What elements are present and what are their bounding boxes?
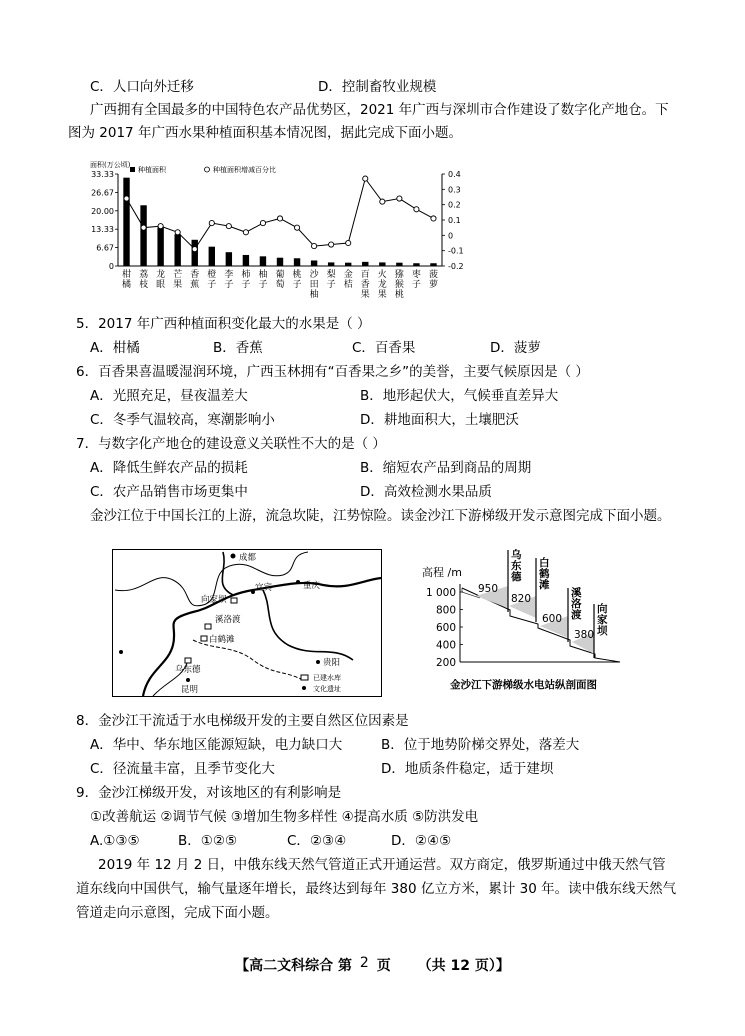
bar bbox=[123, 178, 129, 266]
q5-option-a: A．柑橘 bbox=[90, 340, 140, 356]
footer-page: 2 bbox=[359, 955, 369, 971]
dam-wudongde-marker bbox=[185, 658, 191, 663]
q9-stem: 9．金沙江梯级开发，对该地区的有利影响是 bbox=[76, 785, 342, 801]
bar bbox=[209, 247, 215, 266]
bar bbox=[396, 263, 402, 266]
legend-bar-swatch bbox=[130, 167, 135, 172]
dam-xiluodu-marker bbox=[205, 624, 211, 629]
dam-baihetan: 白鹤滩 bbox=[209, 635, 235, 645]
y-tick-label: 0 bbox=[108, 262, 114, 271]
station-name: 溪洛渡 bbox=[571, 587, 582, 621]
q6-option-a: A．光照充足，昼夜温差大 bbox=[90, 388, 248, 404]
dam-xiangjiaba: 向家坝 bbox=[201, 595, 227, 605]
x-tick-label: 龙眼 bbox=[156, 270, 166, 290]
city-yibin: 宜宾 bbox=[255, 583, 273, 593]
line-point bbox=[380, 199, 385, 204]
q9-option-a: A.①③⑤ bbox=[90, 833, 140, 849]
station-name: 乌东德 bbox=[511, 549, 522, 583]
line-point bbox=[277, 216, 282, 221]
q6-option-c: C．冬季气温较高，寒潮影响小 bbox=[90, 412, 275, 428]
q5-option-d: D．菠萝 bbox=[490, 340, 541, 356]
intro2: 金沙江位于中国长江的上游，流急坎陡，江势惊险。读金沙江下游梯级开发示意图完成下面小题。 bbox=[90, 508, 671, 524]
city-chengdu: 成都 bbox=[239, 553, 257, 563]
line-point bbox=[312, 243, 317, 248]
q9-option-d: D．②④⑤ bbox=[391, 833, 452, 849]
profile-caption: 金沙江下游梯级水电站纵剖面图 bbox=[450, 679, 597, 691]
station-elevation: 950 bbox=[478, 583, 499, 595]
line-point bbox=[158, 224, 163, 229]
intro1-line2: 图为 2017 年广西水果种植面积基本情况图，据此完成下面小题。 bbox=[68, 125, 462, 141]
province-border-2 bbox=[193, 640, 303, 680]
q9-items: ①改善航运 ②调节气候 ③增加生物多样性 ④提高水质 ⑤防洪发电 bbox=[90, 809, 479, 825]
y2-tick-label: 0.2 bbox=[448, 200, 461, 210]
intro3-line2: 道东线向中国供气，输气量逐年增长，最终达到每年 380 亿立方米，累计 30 年。读中俄东线天然气 bbox=[76, 881, 677, 897]
profile-y-tick-label: 600 bbox=[435, 622, 456, 634]
legend-line-label: 种植面积增减百分比 bbox=[213, 166, 276, 174]
city-chongqing: 重庆 bbox=[303, 581, 321, 591]
x-tick-label: 荔枝 bbox=[139, 270, 149, 290]
bar bbox=[379, 262, 385, 266]
city-kunming: 昆明 bbox=[181, 685, 199, 695]
y2-tick-label: 0.1 bbox=[448, 216, 461, 225]
bar bbox=[328, 262, 334, 266]
x-tick-label: 芒果 bbox=[173, 270, 183, 290]
x-tick-label: 金桔 bbox=[343, 270, 353, 290]
legend-dam-swatch bbox=[301, 675, 308, 680]
x-tick-label: 菠萝 bbox=[428, 270, 438, 290]
y-tick-label: 20.00 bbox=[91, 206, 114, 216]
prev-option-c: C．人口向外迁移 bbox=[90, 79, 194, 95]
bar bbox=[413, 263, 419, 266]
x-tick-label: 柑橘 bbox=[122, 270, 132, 290]
y2-tick-label: 0.3 bbox=[448, 185, 461, 195]
y-tick-label: 6.67 bbox=[96, 243, 114, 253]
river-tributary bbox=[222, 552, 233, 595]
profile-ylabel: 高程 /m bbox=[422, 566, 462, 579]
x-tick-label: 火龙果 bbox=[377, 270, 387, 300]
bar bbox=[294, 258, 300, 266]
q7-option-b: B．缩短农产品到商品的周期 bbox=[360, 460, 532, 476]
bar bbox=[430, 263, 436, 266]
line-point bbox=[192, 247, 197, 252]
dam-profile-chart bbox=[420, 540, 630, 700]
y-tick-label: 26.67 bbox=[91, 188, 114, 198]
q8-option-b: B．位于地势阶梯交界处，落差大 bbox=[381, 737, 580, 753]
x-tick-label: 百香果 bbox=[360, 270, 370, 300]
dam-wudongde: 乌东德 bbox=[175, 665, 201, 675]
y-tick-label: 13.33 bbox=[91, 225, 114, 235]
bar bbox=[140, 205, 146, 266]
intro3-line1: 2019 年 12 月 2 日，中俄东线天然气管道正式开通运营。双方商定，俄罗斯通过中俄天然气管 bbox=[98, 857, 666, 873]
chart-legend bbox=[130, 165, 276, 174]
bar bbox=[192, 240, 198, 266]
station-elevation: 820 bbox=[511, 593, 532, 605]
chongqing-dot bbox=[296, 580, 300, 584]
q8-option-c: C．径流量丰富，且季节变化大 bbox=[90, 761, 275, 777]
x-tick-label: 猕猴桃 bbox=[394, 270, 404, 300]
line-point bbox=[414, 207, 419, 212]
q5-option-b: B．香蕉 bbox=[213, 340, 263, 356]
profile-y-tick-label: 1 000 bbox=[425, 587, 456, 599]
bar bbox=[260, 256, 266, 266]
fruit-area-chart bbox=[90, 161, 480, 302]
chart-ylabel: 面积(万公顷) bbox=[90, 161, 131, 169]
y2-tick-label: 0 bbox=[448, 231, 454, 241]
x-tick-label: 葡萄 bbox=[275, 270, 285, 290]
station-name: 白鹤滩 bbox=[539, 557, 550, 591]
site-dot bbox=[119, 650, 123, 654]
q7-stem: 7．与数字化产地仓的建设意义关联性不大的是（ ） bbox=[76, 436, 386, 452]
dam-xiluodu: 溪洛渡 bbox=[215, 615, 241, 625]
dam-xiangjiaba-marker bbox=[231, 598, 237, 603]
x-tick-label: 枣子 bbox=[411, 270, 421, 290]
legend-bar-label: 种植面积 bbox=[138, 166, 166, 174]
line-point bbox=[397, 196, 402, 201]
line-point bbox=[294, 225, 299, 230]
footer-left: 【高二文科综合 第 bbox=[235, 958, 353, 974]
station-name: 向家坝 bbox=[597, 603, 608, 637]
x-tick-label: 柚子 bbox=[258, 270, 268, 290]
x-tick-label: 香蕉 bbox=[190, 270, 200, 290]
intro3-line3: 管道走向示意图，完成下面小题。 bbox=[76, 905, 279, 921]
bar bbox=[174, 234, 180, 266]
q9-option-b: B．①②⑤ bbox=[178, 833, 238, 849]
q5-option-c: C．百香果 bbox=[352, 340, 416, 356]
line-point bbox=[346, 240, 351, 245]
q7-option-d: D．高效检测水果品质 bbox=[360, 484, 492, 500]
station-elevation: 380 bbox=[574, 629, 595, 641]
bar bbox=[226, 252, 232, 266]
kunming-dot bbox=[186, 678, 190, 682]
y2-tick-label: -0.1 bbox=[448, 246, 464, 256]
station-elevation: 600 bbox=[542, 613, 563, 625]
line-point bbox=[209, 220, 214, 225]
legend-site-swatch bbox=[302, 686, 306, 690]
page-footer bbox=[0, 955, 745, 975]
bar bbox=[345, 263, 351, 266]
prev-option-d: D．控制畜牧业规模 bbox=[318, 79, 437, 95]
guiyang-dot bbox=[316, 660, 320, 664]
line-point bbox=[243, 230, 248, 235]
q6-option-b: B．地形起伏大，气候垂直差异大 bbox=[360, 388, 559, 404]
profile-y-tick-label: 400 bbox=[435, 639, 456, 652]
y2-tick-label: -0.2 bbox=[448, 262, 464, 271]
y-tick-label: 33.33 bbox=[91, 170, 114, 179]
series-line bbox=[127, 179, 434, 250]
x-tick-label: 梨子 bbox=[326, 270, 336, 290]
q8-stem: 8．金沙江干流适于水电梯级开发的主要自然区位因素是 bbox=[76, 713, 409, 729]
q6-option-d: D．耕地面积大，土壤肥沃 bbox=[360, 412, 519, 428]
line-point bbox=[226, 224, 231, 229]
q6-stem: 6．百香果喜温暖湿润环境，广西玉林拥有“百香果之乡”的美誉，主要气候原因是（ ） bbox=[76, 364, 589, 380]
city-guiyang: 贵阳 bbox=[323, 658, 341, 668]
x-tick-label: 柿子 bbox=[241, 270, 251, 290]
line-point bbox=[260, 220, 265, 225]
jinsha-river-map bbox=[112, 549, 382, 697]
legend-built: 已建水库 bbox=[313, 674, 341, 682]
legend-site: 文化遗址 bbox=[313, 685, 341, 693]
line-point bbox=[141, 225, 146, 230]
q7-option-a: A．降低生鲜农产品的损耗 bbox=[90, 460, 248, 476]
bar bbox=[362, 262, 368, 266]
bar bbox=[157, 227, 163, 266]
x-tick-label: 橙子 bbox=[207, 270, 217, 290]
line-point bbox=[329, 242, 334, 247]
bar bbox=[311, 260, 317, 266]
river-main bbox=[143, 578, 381, 696]
q5-stem: 5．2017 年广西种植面积变化最大的水果是（ ） bbox=[76, 316, 371, 332]
profile-y-tick-label: 800 bbox=[435, 604, 456, 617]
x-tick-label: 桃子 bbox=[292, 270, 302, 290]
q9-option-c: C．②③④ bbox=[287, 833, 347, 849]
q8-option-a: A．华中、华东地区能源短缺，电力缺口大 bbox=[90, 737, 343, 753]
river-tributary-2 bbox=[263, 590, 353, 660]
legend-line-swatch bbox=[205, 167, 210, 172]
intro1-line1: 广西拥有全国最多的中国特色农产品优势区，2021 年广西与深圳市合作建设了数字化产地仓。下 bbox=[90, 102, 669, 118]
q7-option-c: C．农产品销售市场更集中 bbox=[90, 484, 248, 500]
y2-tick-label: 0.4 bbox=[448, 170, 461, 179]
q8-option-d: D．地质条件稳定，适于建坝 bbox=[381, 761, 554, 777]
x-tick-label: 李子 bbox=[224, 270, 234, 290]
x-tick-label: 沙田柚 bbox=[309, 270, 319, 300]
line-point bbox=[431, 216, 436, 221]
chengdu-dot bbox=[231, 554, 236, 559]
dam-baihetan-marker bbox=[201, 636, 207, 641]
footer-mid: 页 bbox=[376, 958, 391, 974]
line-point bbox=[175, 230, 180, 235]
line-point bbox=[363, 176, 368, 181]
profile-y-tick-label: 200 bbox=[435, 657, 456, 669]
bar bbox=[277, 258, 283, 266]
footer-right: （共 12 页）】 bbox=[417, 958, 510, 974]
bar bbox=[243, 255, 249, 266]
line-point bbox=[124, 196, 129, 201]
